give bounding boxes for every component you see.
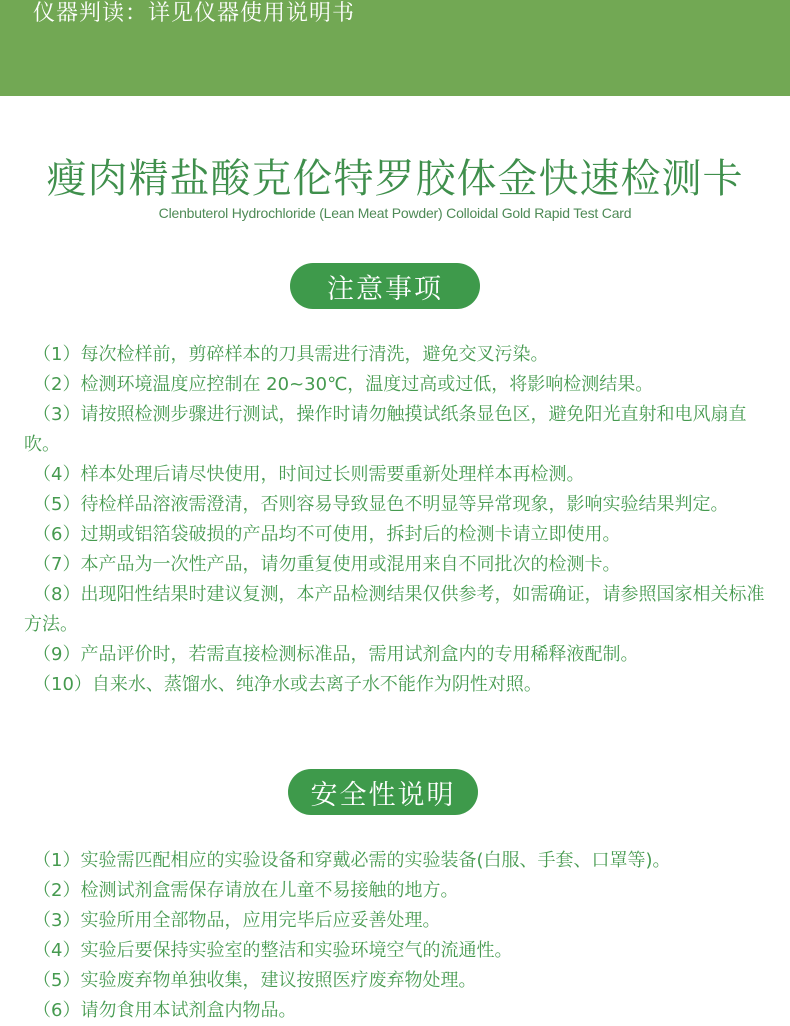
- safety-list: [24, 846, 769, 1026]
- safety-item: （4）实验后要保持实验室的整洁和实验环境空气的流通性。: [33, 940, 513, 961]
- notes-item: （1）每次检样前，剪碎样本的刀具需进行清洗，避免交叉污染。: [33, 344, 549, 365]
- safety-heading: 安全性说明: [310, 779, 456, 811]
- notes-heading: 注意事项: [327, 273, 443, 305]
- product-title-english: Clenbuterol Hydrochloride (Lean Meat Powder) Colloidal Gold Rapid Test Card: [158, 205, 632, 221]
- safety-heading-badge: [288, 769, 478, 815]
- instrument-reading-note: 仪器判读：详见仪器使用说明书: [33, 1, 356, 26]
- notes-item: （6）过期或铝箔袋破损的产品均不可使用，拆封后的检测卡请立即使用。: [33, 524, 621, 545]
- header-band: [0, 0, 790, 96]
- notes-item: （3）请按照检测步骤进行测试，操作时请勿触摸试纸条显色区，避免阳光直射和电风扇直吹。: [24, 404, 747, 455]
- notes-item: （5）待检样品溶液需澄清，否则容易导致显色不明显等异常现象，影响实验结果判定。: [33, 494, 729, 515]
- notes-item: （10）自来水、蒸馏水、纯净水或去离子水不能作为阴性对照。: [33, 674, 542, 695]
- notes-heading-badge: [290, 263, 480, 309]
- notes-list: [24, 340, 769, 700]
- safety-item: （6）请勿食用本试剂盒内物品。: [33, 1000, 297, 1021]
- safety-item: （5）实验废弃物单独收集，建议按照医疗废弃物处理。: [33, 970, 477, 991]
- notes-item: （2）检测环境温度应控制在 20~30℃，温度过高或过低，将影响检测结果。: [33, 374, 654, 395]
- safety-item: （3）实验所用全部物品，应用完毕后应妥善处理。: [33, 910, 441, 931]
- notes-item: （4）样本处理后请尽快使用，时间过长则需要重新处理样本再检测。: [33, 464, 585, 485]
- notes-item: （8）出现阳性结果时建议复测，本产品检测结果仅供参考，如需确证，请参照国家相关标准方法。: [24, 584, 765, 635]
- notes-item: （7）本产品为一次性产品，请勿重复使用或混用来自不同批次的检测卡。: [33, 554, 621, 575]
- product-title-chinese: 瘦肉精盐酸克伦特罗胶体金快速检测卡: [46, 156, 744, 202]
- safety-item: （1）实验需匹配相应的实验设备和穿戴必需的实验装备(白服、手套、口罩等)。: [33, 850, 671, 871]
- notes-item: （9）产品评价时，若需直接检测标准品，需用试剂盒内的专用稀释液配制。: [33, 644, 639, 665]
- safety-item: （2）检测试剂盒需保存请放在儿童不易接触的地方。: [33, 880, 459, 901]
